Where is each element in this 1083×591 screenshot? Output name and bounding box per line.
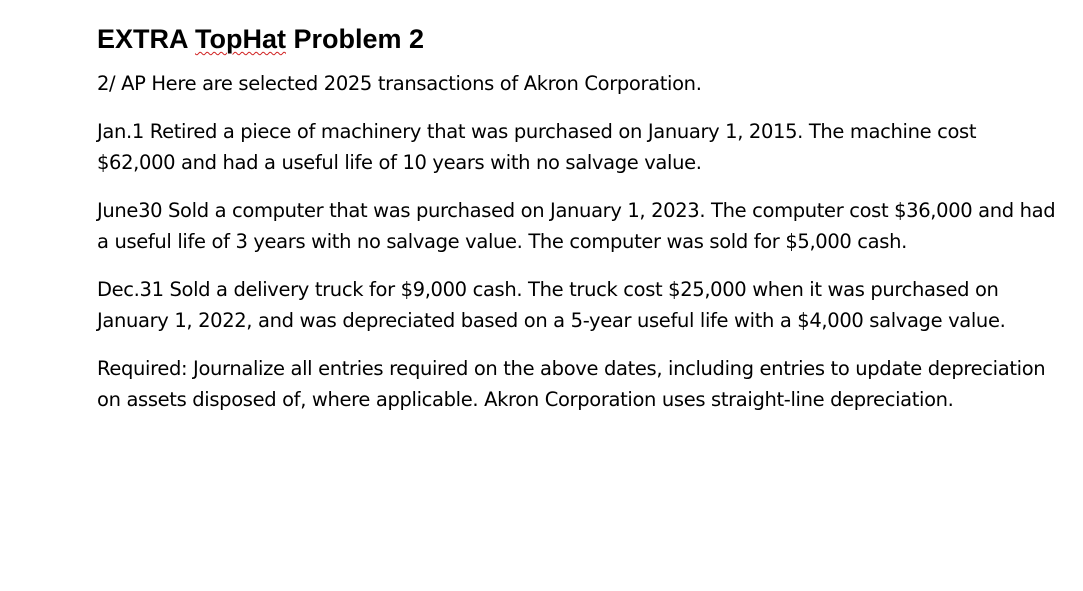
transaction-june30: June30 Sold a computer that was purchased on January 1, 2023. The computer cost $36,000 and had a useful life of 3 years with no salvage value. The computer was sold for $5,000 cash. — [97, 198, 1056, 253]
title-suffix: Problem 2 — [286, 24, 425, 54]
intro-paragraph: 2/ AP Here are selected 2025 transactions of Akron Corporation. — [97, 72, 702, 95]
title-prefix: EXTRA — [97, 24, 196, 54]
document-body — [97, 22, 1057, 432]
transaction-dec31: Dec.31 Sold a delivery truck for $9,000 cash. The truck cost $25,000 when it was purchased on January 1, 2022, and was depreciated based on a 5-year useful life with a $4,000 salvage value. — [97, 277, 1006, 332]
document-title — [97, 22, 1057, 56]
spellcheck-flagged-word[interactable]: TopHat — [195, 24, 286, 54]
transaction-jan1: Jan.1 Retired a piece of machinery that was purchased on January 1, 2015. The machine cost $62,000 and had a useful life of 10 years with no salvage value. — [97, 119, 977, 174]
required-paragraph: Required: Journalize all entries required on the above dates, including entries to update depreciation on assets disposed of, where applicable. Akron Corporation uses straight-line depreciation. — [97, 356, 1046, 411]
